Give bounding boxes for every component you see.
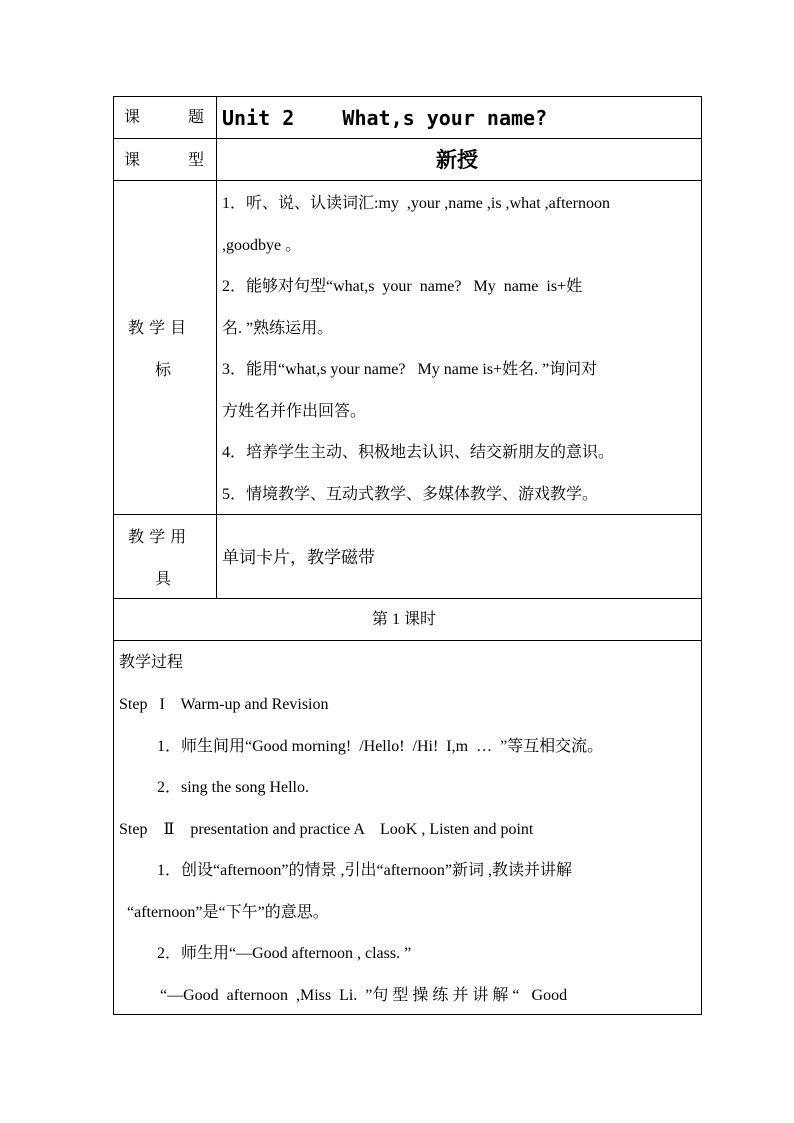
tools-value: 单词卡片，教学磁带 (222, 548, 375, 568)
type-label-a: 课 (124, 150, 141, 169)
tools-label-line1: 教 学 用 (128, 527, 187, 546)
topic-label-a: 课 (124, 107, 141, 126)
type-label-b: 型 (188, 150, 205, 169)
process-line: 1．师生间用“Good morning! /Hello! /Hi! I,m … ”等互相交流。 (157, 738, 604, 755)
objective-line: 方姓名并作出回答。 (222, 403, 367, 420)
objective-line: 2．能够对句型“what,s your name? My name is+姓 (222, 278, 583, 295)
tools-label-line2: 具 (155, 569, 172, 588)
topic-label-b: 题 (188, 107, 205, 126)
objective-line: 5．情境教学、互动式教学、多媒体教学、游戏教学。 (222, 486, 599, 503)
process-line: 1．创设“afternoon”的情景 ,引出“afternoon”新词 ,教读并讲解 (157, 862, 573, 879)
objective-line: 1．听、说、认读词汇:my ,your ,name ,is ,what ,afternoon (222, 195, 610, 212)
row-divider (113, 598, 702, 599)
objectives-label-line1: 教 学 目 (128, 318, 187, 337)
process-line: 教学过程 (119, 654, 184, 671)
period-heading: 第 1 课时 (372, 611, 437, 628)
process-line: Step Ⅱ presentation and practice A LooK , Listen and point (119, 821, 534, 838)
column-divider (216, 96, 217, 598)
process-line: Step I Warm-up and Revision (119, 696, 329, 713)
objectives-label-line2: 标 (155, 360, 172, 379)
row-divider (113, 138, 702, 139)
row-divider (113, 180, 702, 181)
objective-line: 名. ”熟练运用。 (222, 320, 334, 337)
row-divider (113, 514, 702, 515)
objective-line: 4．培养学生主动、积极地去认识、结交新朋友的意识。 (222, 444, 615, 461)
process-line: 2．师生用“—Good afternoon , class. ” (157, 945, 412, 962)
process-line: “—Good afternoon ,Miss Li. ”句 型 操 练 并 讲 解 “ Good (160, 987, 568, 1004)
topic-value: Unit 2 What,s your name? (222, 106, 548, 130)
process-line: 2．sing the song Hello. (157, 779, 309, 796)
type-value: 新授 (436, 148, 478, 172)
process-line: “afternoon”是“下午”的意思。 (127, 904, 329, 921)
objective-line: 3．能用“what,s your name? My name is+姓名. ”询问对 (222, 361, 598, 378)
row-divider (113, 640, 702, 641)
objective-line: ,goodbye 。 (222, 237, 302, 254)
